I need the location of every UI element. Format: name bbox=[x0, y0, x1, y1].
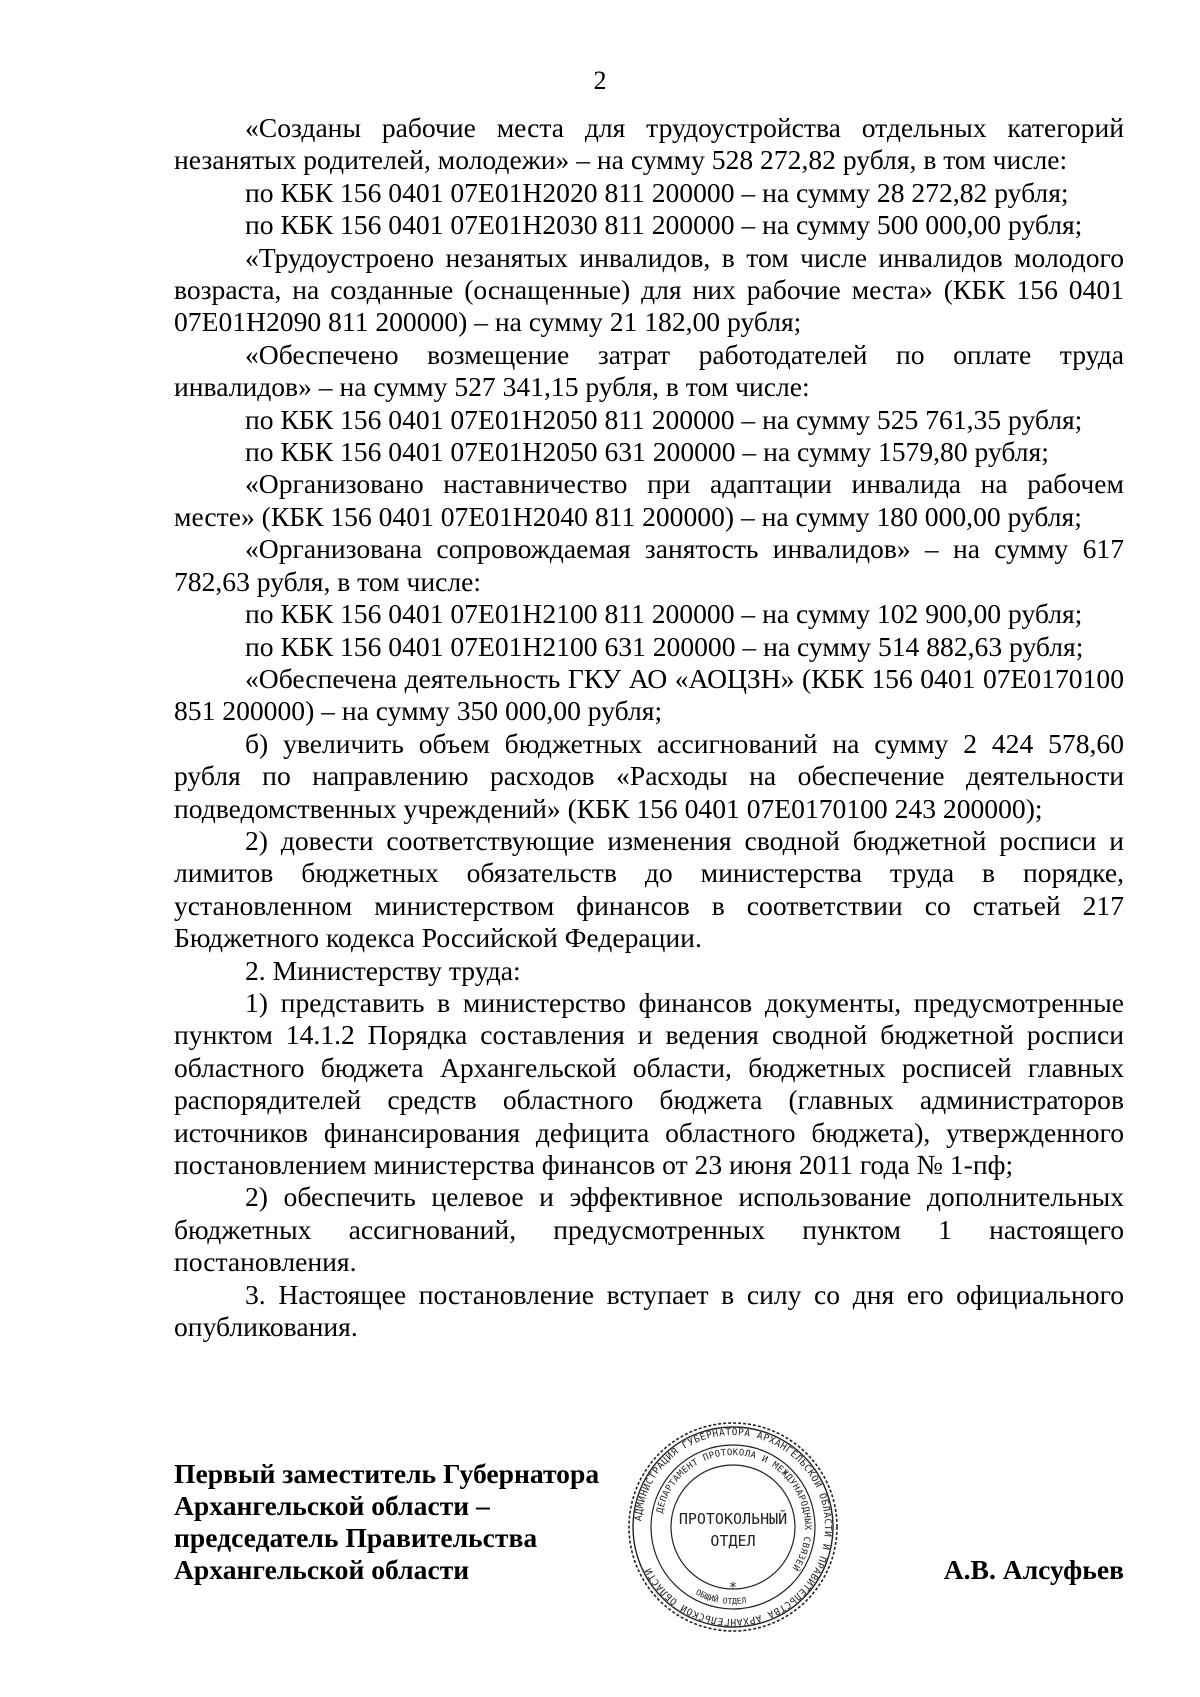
paragraph: «Трудоустроено незанятых инвалидов, в том числе инвалидов молодого возраста, на созданные (оснащенные) для них рабочие места» (КБК 156 0401 07Е01Н2090 811 200000) – на сумму 21 182,00 рубля; bbox=[174, 241, 1124, 338]
signatory-title-line: председатель Правительства bbox=[174, 1522, 538, 1553]
stamp-star: * bbox=[728, 1580, 738, 1596]
stamp-bottom-text: ОБЩИЙ ОТДЕЛ bbox=[694, 1587, 747, 1607]
paragraph: 2) обеспечить целевое и эффективное использование дополнительных бюджетных ассигнований, предусмотренных пунктом 1 настоящего постановления. bbox=[174, 1181, 1124, 1278]
signatory-title-line: Архангельской области – bbox=[174, 1490, 490, 1521]
paragraph: по КБК 156 0401 07Е01Н2030 811 200000 – на сумму 500 000,00 рубля; bbox=[245, 209, 1083, 241]
paragraph: б) увеличить объем бюджетных ассигнований на сумму 2 424 578,60 рубля по направлению расходов «Расходы на обеспечение деятельности подведомственных учреждений» (КБК 156 0401 07Е0170100 243 200000); bbox=[174, 727, 1124, 824]
paragraph: по КБК 156 0401 07Е01Н2100 631 200000 – на сумму 514 882,63 рубля; bbox=[245, 630, 1084, 662]
signatory-name: А.В. Алсуфьев bbox=[943, 1554, 1124, 1585]
paragraph: 2. Министерству труда: bbox=[245, 954, 521, 986]
paragraph: 2) довести соответствующие изменения сводной бюджетной росписи и лимитов бюджетных обязательств до министерства труда в порядке, установленном министерством финансов в соответствии со статьей 217 Бюджетного кодекса Российской Федерации. bbox=[174, 824, 1124, 954]
paragraph: по КБК 156 0401 07Е01Н2100 811 200000 – на сумму 102 900,00 рубля; bbox=[245, 598, 1083, 630]
paragraph: 3. Настоящее постановление вступает в силу со дня его официального опубликования. bbox=[174, 1278, 1124, 1343]
signatory-title bbox=[174, 1458, 644, 1586]
paragraph: «Обеспечено возмещение затрат работодателей по оплате труда инвалидов» – на сумму 527 341,15 рубля, в том числе: bbox=[174, 338, 1124, 403]
official-stamp bbox=[626, 1420, 840, 1634]
paragraph: по КБК 156 0401 07Е01Н2020 811 200000 – на сумму 28 272,82 рубля; bbox=[245, 176, 1069, 208]
page-number: 2 bbox=[593, 66, 607, 95]
stamp-center-line-1: ПРОТОКОЛЬНЫЙ bbox=[678, 1510, 788, 1528]
signatory-title-line: Архангельской области bbox=[174, 1554, 470, 1585]
document-body bbox=[174, 112, 1124, 1343]
paragraph: «Организована сопровождаемая занятость инвалидов» – на сумму 617 782,63 рубля, в том числе: bbox=[174, 533, 1124, 597]
paragraph: «Организовано наставничество при адаптации инвалида на рабочем месте» (КБК 156 0401 07Е01Н2040 811 200000) – на сумму 180 000,00 рубля; bbox=[174, 468, 1124, 532]
stamp-inner-text: ДЕПАРТАМЕНТ ПРОТОКОЛА И МЕЖДУНАРОДНЫХ СВЯЗЕЙ bbox=[655, 1447, 813, 1573]
stamp-center-line-2: ОТДЕЛ bbox=[710, 1532, 756, 1550]
paragraph: «Обеспечена деятельность ГКУ АО «АОЦЗН» (КБК 156 0401 07Е0170100 851 200000) – на сумму 350 000,00 рубля; bbox=[174, 662, 1124, 727]
stamp-outer-text: АДМИНИСТРАЦИЯ ГУБЕРНАТОРА АРХАНГЕЛЬСКОЙ ОБЛАСТИ И ПРАВИТЕЛЬСТВА АРХАНГЕЛЬСКОЙ ОБЛАСТИ bbox=[633, 1426, 834, 1628]
paragraph: «Созданы рабочие места для трудоустройства отдельных категорий незанятых родителей, молодежи» – на сумму 528 272,82 рубля, в том числе: bbox=[174, 112, 1124, 176]
signatory-title-line: Первый заместитель Губернатора bbox=[174, 1458, 600, 1489]
paragraph: 1) представить в министерство финансов документы, предусмотренные пунктом 14.1.2 Порядка составления и ведения сводной бюджетной росписи областного бюджета Архангельской области, бюджетных росписей главных распорядителей средств областного бюджета (главных администраторов источников финансирования дефицита областного бюджета), утвержденного постановлением министерства финансов от 23 июня 2011 года № 1-пф; bbox=[174, 986, 1124, 1180]
paragraph: по КБК 156 0401 07Е01Н2050 811 200000 – на сумму 525 761,35 рубля; bbox=[245, 403, 1083, 435]
paragraph: по КБК 156 0401 07Е01Н2050 631 200000 – на сумму 1579,80 рубля; bbox=[245, 436, 1049, 468]
